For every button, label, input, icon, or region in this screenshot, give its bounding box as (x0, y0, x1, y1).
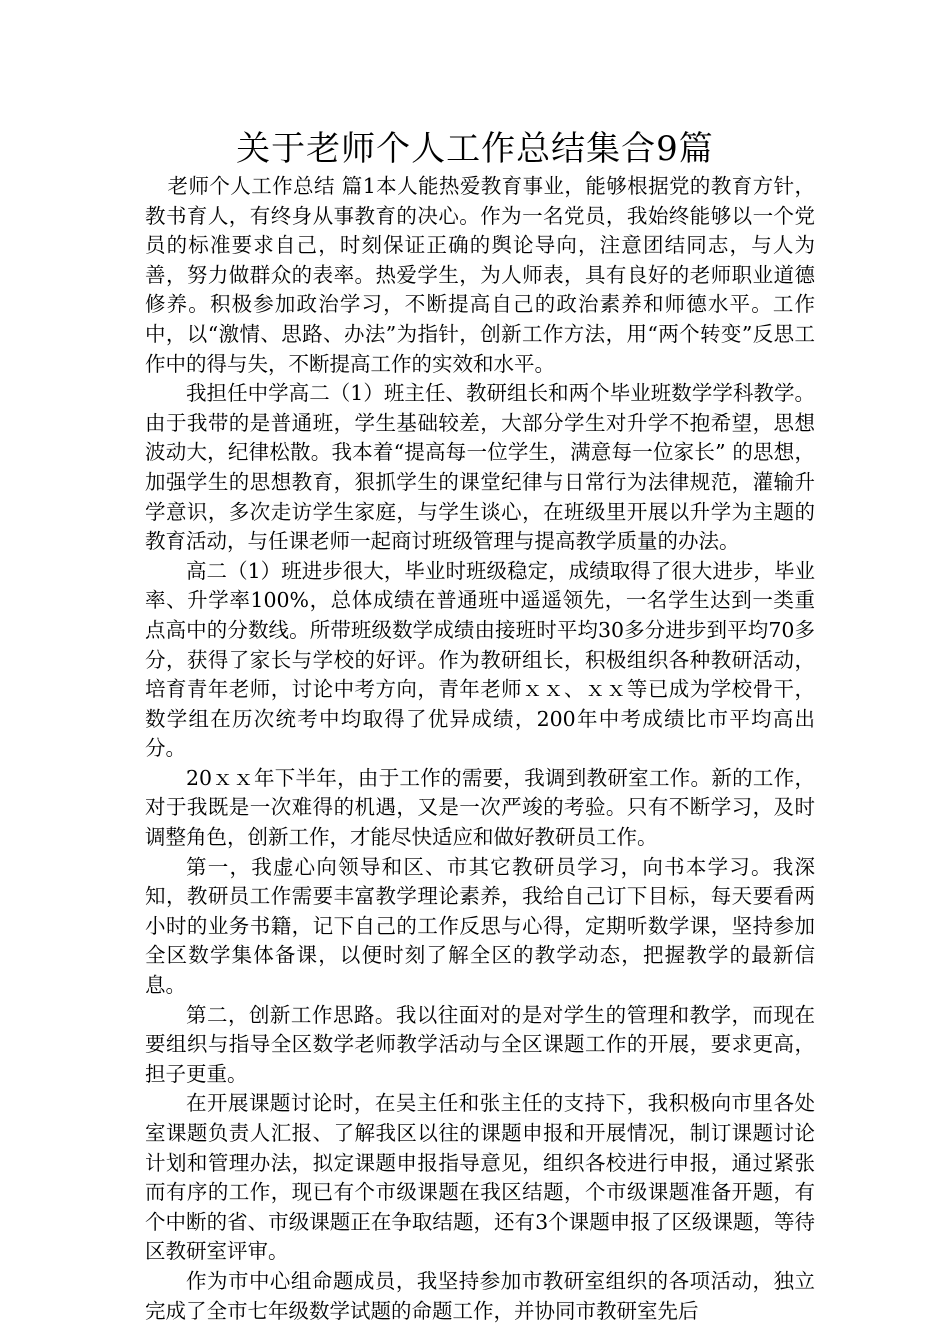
paragraph: 作为市中心组命题成员，我坚持参加市教研室组织的各项活动，独立完成了全市七年级数学试题的命题工作，并协同市教研室先后 (145, 1268, 815, 1323)
paragraph: 在开展课题讨论时，在吴主任和张主任的支持下，我积极向市里各处室课题负责人汇报、了解我区以往的课题申报和开展情况，制订课题讨论计划和管理办法，拟定课题申报指导意见，组织各校进行申报，通过紧张而有序的工作，现已有个市级课题在我区结题，个市级课题准备开题，有个中断的省、市级课题正在争取结题，还有3个课题申报了区级课题，等待区教研室评审。 (145, 1091, 815, 1264)
paragraph: 高二（1）班进步很大，毕业时班级稳定，成绩取得了很大进步，毕业率、升学率100%，总体成绩在普通班中遥遥领先，一名学生达到一类重点高中的分数线。所带班级数学成绩由接班时平均30多分进步到平均70多分，获得了家长与学校的好评。作为教研组长，积极组织各种教研活动，培育青年老师，讨论中考方向，青年老师ｘｘ、ｘｘ等已成为学校骨干，数学组在历次统考中均取得了优异成绩，200年中考成绩比市平均高出分。 (145, 558, 815, 761)
paragraph: 我担任中学高二（1）班主任、教研组长和两个毕业班数学学科教学。由于我带的是普通班，学生基础较差，大部分学生对升学不抱希望，思想波动大，纪律松散。我本着“提高每一位学生，满意每一位家长” 的思想，加强学生的思想教育，狠抓学生的课堂纪律与日常行为法律规范，灌输升学意识，多次走访学生家庭，与学生谈心，在班级里开展以升学为主题的教育活动，与任课老师一起商讨班级管理与提高教学质量的办法。 (145, 381, 815, 554)
document-body (145, 172, 815, 1326)
paragraph: 第二，创新工作思路。我以往面对的是对学生的管理和教学，而现在要组织与指导全区数学老师教学活动与全区课题工作的开展，要求更高，担子更重。 (145, 1002, 815, 1086)
paragraph: 第一，我虚心向领导和区、市其它教研员学习，向书本学习。我深知，教研员工作需要丰富教学理论素养，我给自己订下目标，每天要看两小时的业务书籍，记下自己的工作反思与心得，定期听数学课，坚持参加全区数学集体备课，以便时刻了解全区的教学动态，把握教学的最新信息。 (145, 854, 815, 998)
paragraph: 老师个人工作总结 篇1本人能热爱教育事业，能够根据党的教育方针，教书育人，有终身从事教育的决心。作为一名党员，我始终能够以一个党员的标准要求自己，时刻保证正确的舆论导向，注意团结同志，与人为善，努力做群众的表率。热爱学生，为人师表，具有良好的老师职业道德修养。积极参加政治学习，不断提高自己的政治素养和师德水平。工作中，以“激情、思路、办法”为指针，创新工作方法，用“两个转变”反思工作中的得与失，不断提高工作的实效和水平。 (145, 174, 815, 376)
paragraph: 20ｘｘ年下半年，由于工作的需要，我调到教研室工作。新的工作，对于我既是一次难得的机遇，又是一次严竣的考验。只有不断学习，及时调整角色，创新工作，才能尽快适应和做好教研员工作。 (145, 765, 815, 850)
document-title: 关于老师个人工作总结集合9篇 (236, 129, 714, 169)
